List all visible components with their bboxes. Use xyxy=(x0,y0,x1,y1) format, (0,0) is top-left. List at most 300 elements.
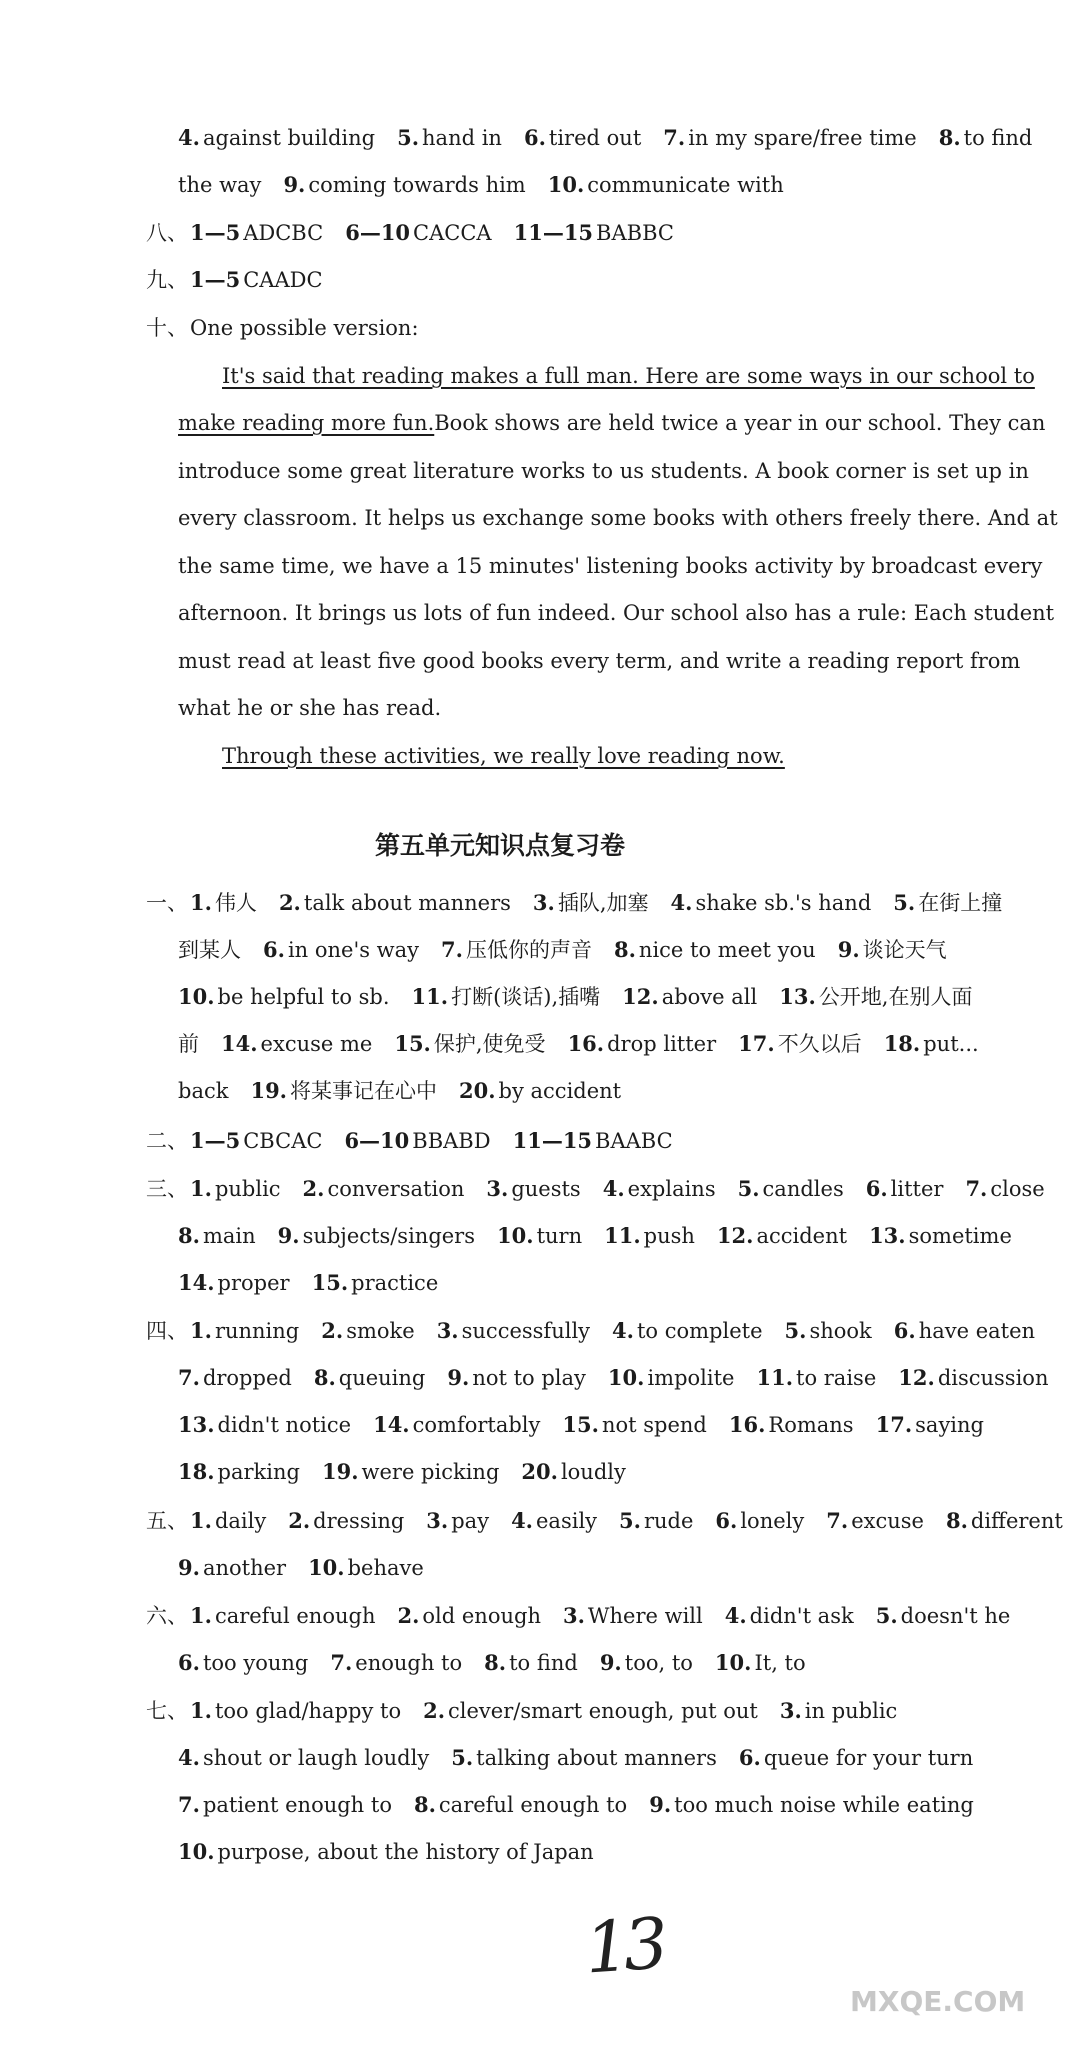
item-number: 4. xyxy=(724,1603,747,1628)
item-text: 不久以后 xyxy=(777,1032,862,1056)
item-text: not spend xyxy=(601,1413,707,1437)
answer-item xyxy=(178,1224,256,1248)
item-number: 17. xyxy=(738,1031,775,1056)
answer-item xyxy=(288,1509,404,1533)
item-text: in public xyxy=(804,1699,898,1723)
section-label: 五、 xyxy=(146,1509,188,1533)
item-text: shout or laugh loudly xyxy=(202,1746,430,1770)
answer-item xyxy=(178,1079,228,1103)
answer-item xyxy=(423,1699,758,1723)
answer-item xyxy=(608,1366,735,1390)
item-number: 2. xyxy=(321,1318,344,1343)
item-text: in one's way xyxy=(287,938,420,962)
section-label: 一、 xyxy=(146,891,188,915)
item-number: 15. xyxy=(311,1270,349,1295)
answer-row xyxy=(178,1268,460,1298)
answer-row xyxy=(178,1076,643,1106)
answer-item xyxy=(497,1224,582,1248)
item-text: patient enough to xyxy=(202,1793,392,1817)
item-text: Where will xyxy=(587,1604,703,1628)
item-number: 1. xyxy=(190,1318,212,1343)
answer-item xyxy=(250,1079,437,1103)
item-number: 1. xyxy=(190,1698,212,1723)
item-number: 20. xyxy=(459,1078,496,1103)
item-text: guests xyxy=(511,1177,581,1201)
item-text: 保护,使免受 xyxy=(433,1032,546,1056)
answer-item xyxy=(866,1177,944,1201)
answer-row xyxy=(178,1221,1034,1251)
item-number: 6. xyxy=(715,1508,738,1533)
item-text: BAABC xyxy=(595,1129,673,1153)
answer-row xyxy=(146,265,345,295)
answer-item xyxy=(190,1129,322,1153)
item-text: BABBC xyxy=(596,221,674,245)
section-label: 九、 xyxy=(146,268,188,292)
item-text: old enough xyxy=(422,1604,541,1628)
item-text: careful enough xyxy=(214,1604,376,1628)
item-number: 14. xyxy=(178,1270,215,1295)
answer-item xyxy=(397,126,502,150)
answer-item xyxy=(322,1460,499,1484)
answer-item xyxy=(178,938,241,962)
answer-item xyxy=(321,1319,414,1343)
answer-item xyxy=(263,938,419,962)
item-number: 1. xyxy=(190,890,212,915)
item-number: 3. xyxy=(436,1318,459,1343)
item-text: dropped xyxy=(202,1366,292,1390)
section-label: 四、 xyxy=(146,1319,188,1343)
item-text: BBABD xyxy=(412,1129,491,1153)
item-number: 13. xyxy=(178,1412,215,1437)
answer-row xyxy=(146,1601,1032,1631)
item-text: didn't notice xyxy=(217,1413,352,1437)
answer-item xyxy=(312,1271,439,1295)
item-text: litter xyxy=(890,1177,944,1201)
item-number: 9. xyxy=(283,172,306,197)
essay-line: what he or she has read. xyxy=(178,696,442,720)
answer-row xyxy=(146,1174,1067,1204)
answer-item xyxy=(894,1319,1035,1343)
item-number: 2. xyxy=(397,1603,420,1628)
item-number: 8. xyxy=(413,1792,436,1817)
answer-item xyxy=(190,221,323,245)
answer-item xyxy=(622,985,757,1009)
answer-item xyxy=(612,1319,762,1343)
item-number: 12. xyxy=(622,984,659,1009)
item-text: accident xyxy=(756,1224,848,1248)
item-number: 6. xyxy=(738,1745,761,1770)
answer-item xyxy=(484,1651,578,1675)
item-number: 10. xyxy=(497,1223,534,1248)
item-text: parking xyxy=(217,1460,300,1484)
answer-row xyxy=(178,123,1054,153)
answer-item xyxy=(649,1793,974,1817)
item-number: 2. xyxy=(278,890,301,915)
answer-item xyxy=(729,1413,854,1437)
item-number: 19. xyxy=(250,1078,287,1103)
item-number: 13. xyxy=(779,984,816,1009)
item-text: clever/smart enough, put out xyxy=(448,1699,758,1723)
item-number: 4. xyxy=(178,125,200,150)
answer-item xyxy=(279,891,511,915)
item-text: daily xyxy=(214,1509,267,1533)
item-text: shake sb.'s hand xyxy=(695,891,872,915)
item-text: impolite xyxy=(647,1366,735,1390)
item-text: to find xyxy=(963,126,1033,150)
section-label: 六、 xyxy=(146,1604,188,1628)
item-number: 6—10 xyxy=(344,1128,410,1153)
item-text: excuse xyxy=(851,1509,924,1533)
item-text: saying xyxy=(915,1413,984,1437)
item-text: 将某事记在心中 xyxy=(290,1079,437,1103)
answer-item xyxy=(715,1509,804,1533)
answer-item xyxy=(190,1177,281,1201)
answer-item xyxy=(178,985,390,1009)
item-text: practice xyxy=(351,1271,439,1295)
section-label: 八、 xyxy=(146,221,188,245)
item-number: 4. xyxy=(178,1745,200,1770)
item-text: successfully xyxy=(461,1319,591,1343)
answer-row xyxy=(178,1553,446,1583)
essay-line: afternoon. It brings us lots of fun indeed. Our school also has a rule: Each student xyxy=(178,601,1055,625)
item-number: 6. xyxy=(865,1176,888,1201)
answer-item xyxy=(513,1129,673,1153)
answer-item xyxy=(451,1746,717,1770)
section-label: 三、 xyxy=(146,1177,188,1201)
answer-row xyxy=(178,982,994,1012)
item-text: not to play xyxy=(472,1366,586,1390)
item-text: push xyxy=(643,1224,695,1248)
answer-item xyxy=(178,1460,300,1484)
answer-item xyxy=(548,173,784,197)
item-text: conversation xyxy=(327,1177,465,1201)
item-text: running xyxy=(214,1319,300,1343)
item-text: 插队,加塞 xyxy=(557,891,649,915)
answer-item xyxy=(412,985,601,1009)
item-number: 8. xyxy=(945,1508,968,1533)
item-text: CAADC xyxy=(243,268,323,292)
item-text: queue for your turn xyxy=(763,1746,974,1770)
item-number: 5. xyxy=(619,1508,641,1533)
answer-item xyxy=(779,985,972,1009)
item-text: drop litter xyxy=(607,1032,717,1056)
answer-item xyxy=(190,1699,401,1723)
answer-row xyxy=(178,1743,995,1773)
item-number: 15. xyxy=(562,1412,599,1437)
answer-item xyxy=(394,1032,545,1056)
item-text: purpose, about the history of Japan xyxy=(217,1840,594,1864)
item-number: 9. xyxy=(277,1223,300,1248)
answer-row xyxy=(146,888,1024,918)
item-number: 5. xyxy=(875,1603,898,1628)
item-number: 8. xyxy=(178,1223,200,1248)
item-number: 11—15 xyxy=(513,220,594,245)
item-text: public xyxy=(214,1177,281,1201)
answer-item xyxy=(178,1746,429,1770)
item-number: 7. xyxy=(965,1176,988,1201)
item-text: proper xyxy=(217,1271,290,1295)
item-text: against building xyxy=(202,126,376,150)
answer-item xyxy=(838,938,947,962)
item-number: 6. xyxy=(523,125,546,150)
item-text: tired out xyxy=(548,126,642,150)
answer-item xyxy=(876,1413,984,1437)
item-text: talk about manners xyxy=(303,891,511,915)
item-number: 19. xyxy=(321,1459,359,1484)
item-text: Romans xyxy=(768,1413,854,1437)
answer-item xyxy=(178,173,261,197)
item-number: 8. xyxy=(938,125,961,150)
item-number: 9. xyxy=(599,1650,622,1675)
answer-item xyxy=(893,891,1002,915)
item-text: 谈论天气 xyxy=(862,938,947,962)
item-number: 3. xyxy=(486,1176,509,1201)
item-number: 11. xyxy=(411,984,449,1009)
item-number: 4. xyxy=(612,1318,634,1343)
item-text: too, to xyxy=(624,1651,693,1675)
item-number: 1—5 xyxy=(190,267,241,292)
item-text: too glad/happy to xyxy=(214,1699,402,1723)
answer-item xyxy=(869,1224,1012,1248)
item-text: explains xyxy=(627,1177,716,1201)
item-number: 10. xyxy=(607,1365,645,1390)
essay-line: every classroom. It helps us exchange some books with others freely there. And at xyxy=(178,506,1058,530)
answer-item xyxy=(725,1604,854,1628)
item-number: 3. xyxy=(532,890,555,915)
item-number: 10. xyxy=(308,1555,345,1580)
answer-item xyxy=(876,1604,1011,1628)
answer-item xyxy=(178,126,375,150)
item-number: 10. xyxy=(714,1650,752,1675)
item-number: 6. xyxy=(893,1318,916,1343)
answer-item xyxy=(447,1366,586,1390)
item-text: communicate with xyxy=(587,173,784,197)
answer-item xyxy=(178,1366,292,1390)
answer-item xyxy=(426,1509,489,1533)
item-number: 12. xyxy=(716,1223,754,1248)
item-number: 7. xyxy=(826,1508,849,1533)
item-number: 7. xyxy=(330,1650,353,1675)
item-number: 10. xyxy=(547,172,585,197)
answer-item xyxy=(178,1556,286,1580)
item-text: turn xyxy=(536,1224,583,1248)
item-text: lonely xyxy=(740,1509,805,1533)
item-text: discussion xyxy=(937,1366,1049,1390)
answer-item xyxy=(600,1651,693,1675)
item-text: rude xyxy=(643,1509,694,1533)
item-text: 公开地,在别人面 xyxy=(818,985,973,1009)
item-number: 4. xyxy=(602,1176,625,1201)
section-label: 二、 xyxy=(146,1129,188,1153)
item-number: 12. xyxy=(898,1365,935,1390)
item-number: 4. xyxy=(670,890,693,915)
item-number: 1—5 xyxy=(190,1128,241,1153)
item-number: 1—5 xyxy=(190,220,241,245)
answer-item xyxy=(283,173,525,197)
item-text: be helpful to sb. xyxy=(217,985,390,1009)
answer-row xyxy=(178,1837,616,1867)
item-text: behave xyxy=(347,1556,424,1580)
item-text: didn't ask xyxy=(749,1604,854,1628)
answer-item xyxy=(524,126,641,150)
answer-item xyxy=(190,891,257,915)
answer-item xyxy=(178,1840,594,1864)
answer-item xyxy=(178,1651,308,1675)
answer-item xyxy=(303,1177,465,1201)
item-number: 3. xyxy=(426,1508,449,1533)
item-text: CBCAC xyxy=(243,1129,323,1153)
page-number: 13 xyxy=(582,1902,665,1990)
item-text: the way xyxy=(178,173,262,197)
item-number: 10. xyxy=(178,1839,215,1864)
item-text: queuing xyxy=(338,1366,426,1390)
item-number: 1. xyxy=(190,1603,212,1628)
answer-item xyxy=(330,1651,462,1675)
answer-item xyxy=(671,891,872,915)
item-text: 伟人 xyxy=(214,891,257,915)
answer-item xyxy=(533,891,649,915)
answer-row xyxy=(178,1790,996,1820)
item-text: It, to xyxy=(754,1651,806,1675)
answer-item xyxy=(344,1129,490,1153)
item-text: 打断(谈话),插嘴 xyxy=(451,985,601,1009)
answer-item xyxy=(190,1509,266,1533)
item-number: 5. xyxy=(893,890,916,915)
item-number: 2. xyxy=(423,1698,446,1723)
item-text: 压低你的声音 xyxy=(465,938,592,962)
section-title: 第五单元知识点复习卷 xyxy=(374,831,625,860)
item-text: pay xyxy=(451,1509,490,1533)
essay-intro: One possible version: xyxy=(190,316,419,340)
essay-line: the same time, we have a 15 minutes' listening books activity by broadcast every xyxy=(178,554,1043,578)
answer-item xyxy=(314,1366,426,1390)
item-text: loudly xyxy=(560,1460,626,1484)
item-text: to raise xyxy=(796,1366,877,1390)
item-text: CACCA xyxy=(413,221,492,245)
answer-item xyxy=(739,1746,973,1770)
item-number: 8. xyxy=(484,1650,507,1675)
item-number: 6—10 xyxy=(345,220,411,245)
item-number: 15. xyxy=(394,1031,431,1056)
answer-item xyxy=(826,1509,924,1533)
item-text: close xyxy=(990,1177,1045,1201)
answer-row xyxy=(178,935,969,965)
item-number: 5. xyxy=(451,1745,474,1770)
essay-line: must read at least five good books every term, and write a reading report from xyxy=(178,649,1021,673)
item-text: to find xyxy=(509,1651,578,1675)
answer-item xyxy=(373,1413,540,1437)
item-number: 2. xyxy=(288,1508,311,1533)
answer-item xyxy=(178,1032,199,1056)
item-text: dressing xyxy=(313,1509,405,1533)
item-number: 8. xyxy=(613,937,636,962)
item-text: in my spare/free time xyxy=(688,126,917,150)
item-text: another xyxy=(202,1556,287,1580)
item-number: 9. xyxy=(178,1555,200,1580)
item-text: were picking xyxy=(361,1460,500,1484)
answer-item xyxy=(221,1032,372,1056)
item-text: talking about manners xyxy=(476,1746,717,1770)
answer-row xyxy=(178,1457,648,1487)
answer-item xyxy=(563,1604,703,1628)
essay-line: It's said that reading makes a full man. Here are some ways in our school to xyxy=(222,364,1035,388)
item-number: 6. xyxy=(178,1650,200,1675)
item-number: 5. xyxy=(397,125,420,150)
item-number: 9. xyxy=(837,937,860,962)
item-number: 20. xyxy=(521,1459,558,1484)
item-number: 9. xyxy=(447,1365,470,1390)
answer-row xyxy=(146,313,419,343)
answer-item xyxy=(965,1177,1044,1201)
watermark: MXQE.COM xyxy=(850,1985,1026,2018)
answer-item xyxy=(756,1366,876,1390)
item-number: 17. xyxy=(875,1412,913,1437)
answer-item xyxy=(738,1032,862,1056)
answer-item xyxy=(939,126,1033,150)
item-text: have eaten xyxy=(918,1319,1036,1343)
essay-line: make reading more fun.Book shows are held twice a year in our school. They can xyxy=(178,411,1046,435)
answer-item xyxy=(190,268,323,292)
answer-row xyxy=(146,1696,919,1726)
answer-row xyxy=(178,170,806,200)
answer-row xyxy=(146,218,696,248)
item-text: by accident xyxy=(498,1079,622,1103)
item-text: to complete xyxy=(636,1319,763,1343)
answer-item xyxy=(946,1509,1063,1533)
answer-item xyxy=(898,1366,1048,1390)
item-text: careful enough to xyxy=(438,1793,628,1817)
section-label: 七、 xyxy=(146,1699,188,1723)
answer-item xyxy=(414,1793,627,1817)
answer-item xyxy=(780,1699,897,1723)
answer-item xyxy=(178,1793,392,1817)
answer-row xyxy=(178,1648,828,1678)
item-number: 18. xyxy=(883,1031,921,1056)
essay-line: Through these activities, we really love reading now. xyxy=(222,744,785,768)
item-text: comfortably xyxy=(412,1413,541,1437)
item-text: different xyxy=(970,1509,1063,1533)
item-number: 1. xyxy=(190,1508,212,1533)
item-text: candles xyxy=(762,1177,844,1201)
item-number: 7. xyxy=(441,937,463,962)
item-number: 2. xyxy=(302,1176,325,1201)
answer-item xyxy=(663,126,916,150)
item-text: excuse me xyxy=(260,1032,373,1056)
answer-row xyxy=(146,1126,695,1156)
answer-item xyxy=(278,1224,475,1248)
section-label: 十、 xyxy=(146,316,188,340)
answer-item xyxy=(459,1079,621,1103)
answer-item xyxy=(437,1319,590,1343)
answer-item xyxy=(568,1032,717,1056)
answer-item xyxy=(178,1271,290,1295)
item-number: 6. xyxy=(263,937,285,962)
item-number: 11. xyxy=(756,1365,794,1390)
item-number: 7. xyxy=(178,1365,200,1390)
item-number: 16. xyxy=(728,1412,766,1437)
item-text: 前 xyxy=(178,1032,199,1056)
answer-item xyxy=(603,1177,716,1201)
item-text: too much noise while eating xyxy=(674,1793,974,1817)
answer-item xyxy=(441,938,592,962)
item-text: sometime xyxy=(908,1224,1012,1248)
essay-line: introduce some great literature works to us students. A book corner is set up in xyxy=(178,459,1029,483)
answer-item xyxy=(715,1651,806,1675)
item-number: 7. xyxy=(178,1792,200,1817)
answer-item xyxy=(397,1604,541,1628)
answer-item xyxy=(190,1604,375,1628)
item-text: 到某人 xyxy=(178,938,241,962)
